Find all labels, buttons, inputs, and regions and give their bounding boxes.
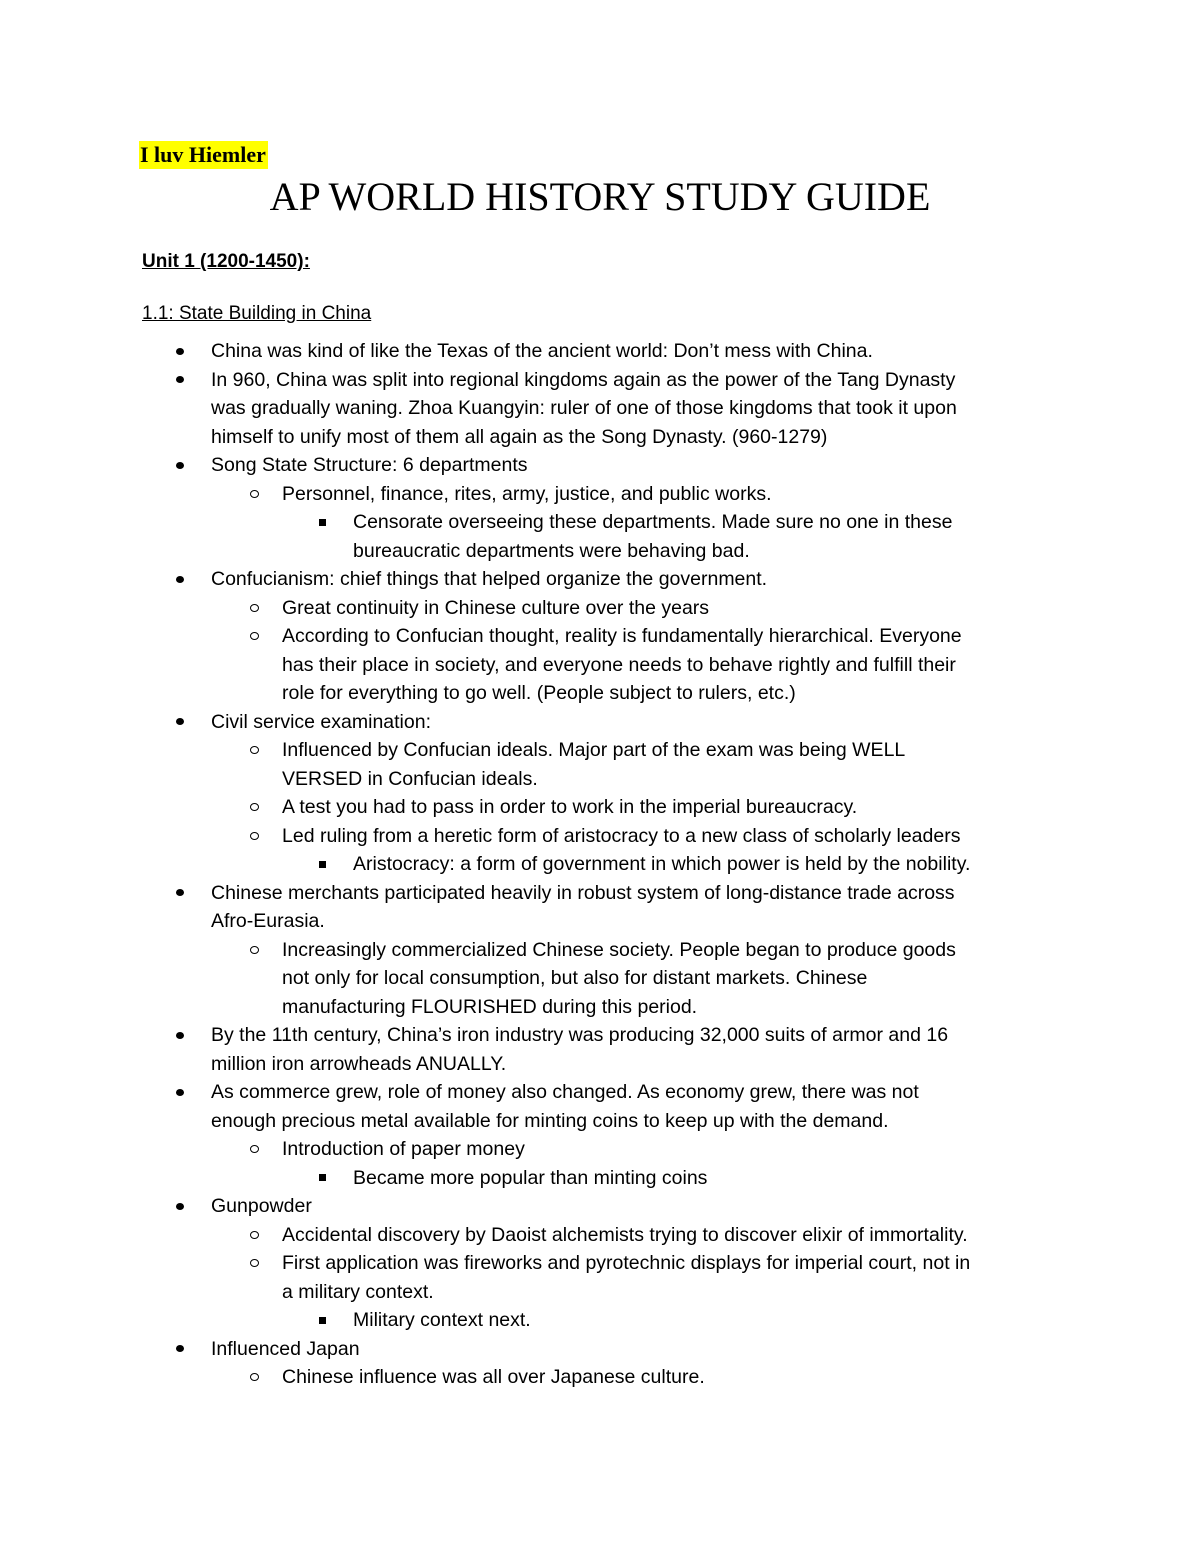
bullet-marker <box>176 337 184 366</box>
disc-bullet-icon <box>176 1203 184 1210</box>
bullet-marker <box>176 1335 184 1364</box>
bullet-marker <box>319 508 326 537</box>
list-item-text: As commerce grew, role of money also changed. As economy grew, there was not <box>211 1081 919 1103</box>
bullet-list <box>0 337 1200 1392</box>
list-item-text: Accidental discovery by Daoist alchemists trying to discover elixir of immortality. <box>282 1223 968 1246</box>
list-item-level-1 <box>0 1192 1200 1221</box>
list-item-text: Great continuity in Chinese culture over the years <box>282 596 710 619</box>
list-item-text: Personnel, finance, rites, army, justice, and public works. <box>282 482 772 505</box>
list-item-text: Introduction of paper money <box>282 1138 525 1160</box>
list-item-text: In 960, China was split into regional kingdoms again as the power of the Tang Dynasty <box>211 368 956 391</box>
disc-bullet-icon <box>176 576 184 583</box>
bullet-marker <box>250 480 259 509</box>
list-item-text: Influenced Japan <box>211 1337 360 1360</box>
list-item-level-2 <box>0 622 1200 708</box>
list-item-level-1 <box>0 337 1200 366</box>
bullet-marker <box>250 1249 259 1278</box>
list-item-level-2 <box>0 793 1200 822</box>
list-item-level-2 <box>0 1249 1200 1306</box>
disc-bullet-icon <box>176 1089 184 1096</box>
bullet-marker <box>250 1363 259 1392</box>
list-item-text: Military context next. <box>353 1309 531 1331</box>
section-heading: 1.1: State Building in China <box>142 303 372 324</box>
page-title: AP WORLD HISTORY STUDY GUIDE <box>269 174 931 219</box>
circle-bullet-icon <box>250 946 259 954</box>
list-item-level-1 <box>0 565 1200 594</box>
list-item-level-3 <box>0 1164 1200 1193</box>
list-item-level-2 <box>0 1135 1200 1164</box>
list-item-level-3 <box>0 850 1200 879</box>
circle-bullet-icon <box>250 803 259 811</box>
list-item-text: not only for local consumption, but also for distant markets. Chinese <box>282 967 868 989</box>
square-bullet-icon <box>319 861 326 868</box>
circle-bullet-icon <box>250 1259 259 1267</box>
list-item-text: manufacturing FLOURISHED during this period. <box>282 995 698 1018</box>
bullet-marker <box>250 822 259 851</box>
list-item-text: China was kind of like the Texas of the ancient world: Don’t mess with China. <box>211 340 873 362</box>
list-item-text: Confucianism: chief things that helped organize the government. <box>211 568 768 590</box>
bullet-marker <box>176 1192 184 1221</box>
list-item-text: VERSED in Confucian ideals. <box>282 767 538 790</box>
list-item-level-2 <box>0 1221 1200 1250</box>
list-item-level-1 <box>0 1021 1200 1078</box>
bullet-marker <box>176 565 184 594</box>
disc-bullet-icon <box>176 718 184 725</box>
disc-bullet-icon <box>176 1032 184 1039</box>
list-item-level-1 <box>0 1335 1200 1364</box>
bullet-marker <box>250 936 259 965</box>
list-item-text: Became more popular than minting coins <box>353 1166 708 1189</box>
disc-bullet-icon <box>176 348 184 355</box>
list-item-level-1 <box>0 1078 1200 1135</box>
list-item-text: was gradually waning. Zhoa Kuangyin: ruler of one of those kingdoms that took it upon <box>211 397 957 419</box>
bullet-marker <box>250 736 259 765</box>
list-item-text: Increasingly commercialized Chinese society. People began to produce goods <box>282 938 956 961</box>
list-item-level-3 <box>0 1306 1200 1335</box>
bullet-marker <box>319 1164 326 1193</box>
disc-bullet-icon <box>176 376 184 383</box>
list-item-level-1 <box>0 879 1200 936</box>
bullet-marker <box>319 1306 326 1335</box>
bullet-marker <box>250 1135 259 1164</box>
list-item-text: a military context. <box>282 1280 434 1303</box>
list-item-text: Aristocracy: a form of government in which power is held by the nobility. <box>353 853 971 875</box>
bullet-marker <box>250 594 259 623</box>
list-item-text: role for everything to go well. (People subject to rulers, etc.) <box>282 682 796 704</box>
list-item-text: First application was fireworks and pyrotechnic displays for imperial court, not in <box>282 1252 971 1274</box>
circle-bullet-icon <box>250 1373 259 1381</box>
list-item-text: Afro-Eurasia. <box>211 910 325 932</box>
list-item-text: enough precious metal available for minting coins to keep up with the demand. <box>211 1109 889 1132</box>
list-item-level-2 <box>0 480 1200 509</box>
list-item-level-2 <box>0 936 1200 1022</box>
bullet-marker <box>250 1221 259 1250</box>
list-item-level-2 <box>0 1363 1200 1392</box>
list-item-level-1 <box>0 708 1200 737</box>
circle-bullet-icon <box>250 632 259 640</box>
circle-bullet-icon <box>250 746 259 754</box>
square-bullet-icon <box>319 1174 326 1181</box>
bullet-marker <box>176 451 184 480</box>
list-item-level-1 <box>0 366 1200 452</box>
bullet-marker <box>176 1021 184 1050</box>
bullet-marker <box>176 1078 184 1107</box>
unit-heading: Unit 1 (1200-1450): <box>142 251 310 272</box>
list-item-text: has their place in society, and everyone needs to behave rightly and fulfill their <box>282 653 956 676</box>
list-item-text: Led ruling from a heretic form of aristocracy to a new class of scholarly leaders <box>282 824 961 847</box>
circle-bullet-icon <box>250 604 259 612</box>
list-item-level-1 <box>0 451 1200 480</box>
list-item-text: Censorate overseeing these departments. Made sure no one in these <box>353 511 953 533</box>
list-item-level-3 <box>0 508 1200 565</box>
bullet-marker <box>176 708 184 737</box>
list-item-level-2 <box>0 822 1200 851</box>
list-item-level-2 <box>0 736 1200 793</box>
circle-bullet-icon <box>250 490 259 498</box>
bullet-marker <box>250 793 259 822</box>
list-item-text: Chinese influence was all over Japanese culture. <box>282 1366 705 1388</box>
disc-bullet-icon <box>176 889 184 896</box>
bullet-marker <box>176 366 184 395</box>
bullet-marker <box>250 622 259 651</box>
list-item-level-2 <box>0 594 1200 623</box>
highlighted-note: I luv Hiemler <box>140 142 266 167</box>
list-item-text: bureaucratic departments were behaving bad. <box>353 539 750 562</box>
disc-bullet-icon <box>176 1345 184 1352</box>
disc-bullet-icon <box>176 462 184 469</box>
square-bullet-icon <box>319 519 326 526</box>
list-item-text: million iron arrowheads ANUALLY. <box>211 1052 507 1075</box>
circle-bullet-icon <box>250 832 259 840</box>
list-item-text: Influenced by Confucian ideals. Major part of the exam was being WELL <box>282 739 906 761</box>
list-item-text: Song State Structure: 6 departments <box>211 454 528 476</box>
list-item-text: According to Confucian thought, reality is fundamentally hierarchical. Everyone <box>282 625 962 647</box>
list-item-text: Gunpowder <box>211 1195 312 1217</box>
list-item-text: Civil service examination: <box>211 710 431 733</box>
list-item-text: Chinese merchants participated heavily in robust system of long-distance trade across <box>211 881 955 904</box>
circle-bullet-icon <box>250 1145 259 1153</box>
circle-bullet-icon <box>250 1231 259 1239</box>
bullet-marker <box>319 850 326 879</box>
bullet-marker <box>176 879 184 908</box>
list-item-text: himself to unify most of them all again as the Song Dynasty. (960-1279) <box>211 425 828 448</box>
square-bullet-icon <box>319 1317 326 1324</box>
list-item-text: A test you had to pass in order to work in the imperial bureaucracy. <box>282 796 858 818</box>
list-item-text: By the 11th century, China’s iron industry was producing 32,000 suits of armor and 16 <box>211 1024 949 1046</box>
